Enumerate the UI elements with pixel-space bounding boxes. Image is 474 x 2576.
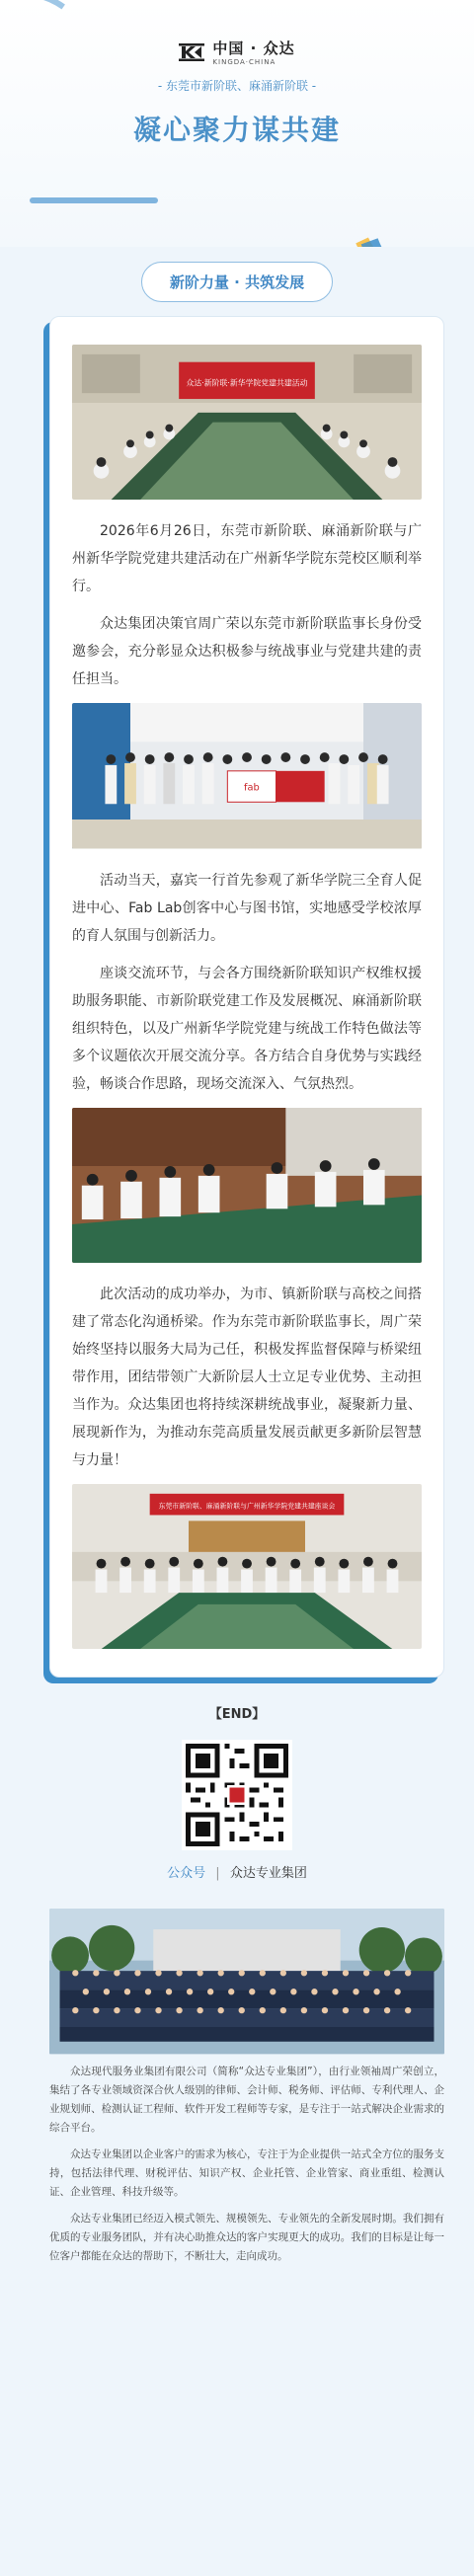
photo-banner-text: 众达·新阶联·新华学院党建共建活动 bbox=[186, 378, 308, 388]
article-card bbox=[49, 316, 444, 1678]
article-paragraph: 座谈交流环节，与会各方围绕新阶联知识产权维权援助服务职能、市新阶联党建工作及发展概况、麻涌新阶联组织特色，以及广州新华学院党建与统战工作特色做法等多个议题依次开展交流分享。各方结合自身优势与实践经验，畅谈合作思路，现场交流深入、气氛热烈。 bbox=[72, 965, 422, 1092]
article-paragraph: 活动当天，嘉宾一行首先参观了新华学院三全育人促进中心、Fab Lab创客中心与图书馆，实地感受学校浓厚的育人氛围与创新活力。 bbox=[72, 872, 422, 944]
end-marker: 【END】 bbox=[208, 1707, 266, 1723]
qr-label: 公众号 bbox=[167, 1866, 206, 1882]
logo-cn-text: 中国 · 众达 bbox=[212, 39, 295, 57]
decor-dot bbox=[310, 267, 340, 296]
photo-banner-text: 东莞市新阶联、麻涌新阶联与广州新华学院党建共建座谈会 bbox=[158, 1502, 336, 1511]
article-paragraph: 2026年6月26日，东莞市新阶联、麻涌新阶联与广州新华学院党建共建活动在广州新华学院东莞校区顺利举行。 bbox=[72, 523, 422, 595]
company-paragraph: 众达专业集团已经迈入模式领先、规模领先、专业领先的全新发展时期。我们拥有优质的专业服务团队，并有决心助推众达的客户实现更大的成功。我们的目标是让每一位客户都能在众达的帮助下，不断壮大，走向成功。 bbox=[49, 2212, 444, 2262]
article-paragraph: 众达集团决策官周广荣以东莞市新阶联监事长身份受邀参会，充分彰显众达积极参与统战事业与党建共建的责任担当。 bbox=[72, 616, 422, 688]
event-photo-meeting[interactable] bbox=[72, 345, 422, 500]
company-paragraph: 众达现代服务业集团有限公司（简称“众达专业集团”），由行业领袖周广荣创立，集结了各专业领域资深合伙人级别的律师、会计师、税务师、评估师、专利代理人、企业规划师、检测认证工程师、软件开发工程师等专家，是专注于一站式解决企业需求的综合平台。 bbox=[49, 2065, 444, 2134]
page-title: 凝心聚力谋共建 bbox=[132, 114, 341, 146]
event-photo-discussion[interactable] bbox=[72, 1108, 422, 1263]
company-group-photo[interactable] bbox=[49, 1909, 444, 2054]
header-banner bbox=[0, 0, 474, 247]
kingda-logo-icon bbox=[179, 41, 204, 63]
logo-en-text: KINGDA·CHINA bbox=[212, 58, 276, 66]
brand-logo bbox=[0, 38, 474, 66]
article-paragraph: 此次活动的成功举办，为市、镇新阶联与高校之间搭建了常态化沟通桥梁。作为东莞市新阶联监事长，周广荣始终坚持以服务大局为己任，积极发挥监督保障与桥梁纽带作用，团结带领广大新阶层人士立足专业优势、主动担当作为。众达集团也将持续深耕统战事业，凝聚新力量、展现新作为，为推动东莞高质量发展贡献更多新阶层智慧与力量！ bbox=[72, 1287, 422, 1469]
section-pill bbox=[141, 262, 333, 302]
company-paragraph: 众达专业集团以企业客户的需求为核心，专注于为企业提供一站式全方位的服务支持，包括法律代理、财税评估、知识产权、企业托管、企业管家、商业重组、检测认证、企业管理、科技升级等。 bbox=[49, 2147, 444, 2198]
qr-separator: | bbox=[215, 1866, 220, 1882]
qr-code[interactable] bbox=[182, 1740, 292, 1850]
section-pill-label: 新阶力量 · 共筑发展 bbox=[169, 273, 305, 291]
event-photo-group[interactable] bbox=[72, 703, 422, 849]
qr-account-name: 众达专业集团 bbox=[229, 1866, 307, 1882]
company-intro bbox=[49, 1909, 444, 2265]
section-header bbox=[0, 247, 474, 316]
photo-banner-text: fab bbox=[244, 782, 260, 794]
decor-line bbox=[30, 197, 158, 203]
event-photo-group-seated[interactable] bbox=[72, 1484, 422, 1649]
header-subtitle: - 东莞市新阶联、麻涌新阶联 - bbox=[157, 79, 317, 93]
qr-caption bbox=[0, 1862, 474, 1881]
